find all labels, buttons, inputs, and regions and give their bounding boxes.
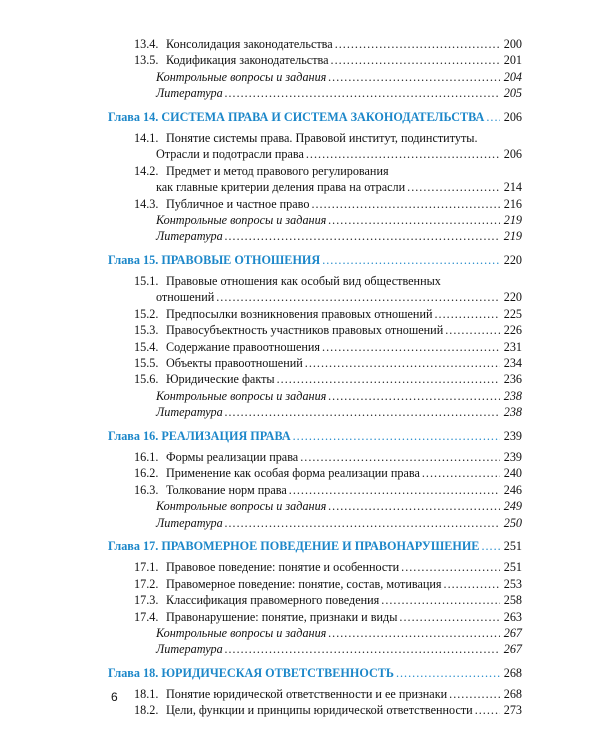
dot-leader [449, 686, 500, 702]
page-ref: 239 [503, 428, 522, 443]
page-ref: 268 [503, 665, 522, 680]
dot-leader [396, 665, 500, 681]
toc-chapter-heading [108, 665, 522, 681]
page-ref: 268 [503, 687, 522, 702]
toc-subentry [108, 85, 522, 101]
dot-leader [328, 498, 500, 514]
dot-leader [481, 538, 500, 554]
dot-leader [335, 36, 500, 52]
entry-title: Толкование норм права [166, 482, 287, 497]
toc-section [108, 306, 522, 322]
section-number: 17.1. [134, 560, 159, 575]
toc-subentry [108, 515, 522, 531]
page-ref: 206 [503, 147, 522, 162]
table-of-contents [108, 36, 522, 719]
section-number: 15.4. [134, 339, 159, 354]
chapter-title: Глава 15. ПРАВОВЫЕ ОТНОШЕНИЯ [108, 252, 321, 267]
page-ref: 238 [503, 388, 522, 403]
dot-leader [486, 109, 500, 125]
section-number: 13.5. [134, 53, 159, 68]
toc-subentry [108, 228, 522, 244]
toc-subentry [108, 69, 522, 85]
toc-section [108, 52, 522, 68]
page-ref: 267 [503, 625, 522, 640]
toc-chapter-heading [108, 109, 522, 125]
entry-title: Предпосылки возникновения правовых отношений [166, 306, 433, 321]
toc-section [108, 465, 522, 481]
entry-title: Литература [156, 515, 223, 530]
page-ref: 251 [503, 560, 522, 575]
toc-section [108, 273, 522, 289]
entry-title: Применение как особая форма реализации права [166, 466, 420, 481]
page-ref: 249 [503, 499, 522, 514]
entry-title: Кодификация законодательства [166, 53, 329, 68]
entry-title: Литература [156, 405, 223, 420]
toc-section-continuation [108, 179, 522, 195]
page-ref: 234 [503, 356, 522, 371]
toc-section [108, 686, 522, 702]
toc-chapter-heading [108, 252, 522, 268]
section-number: 14.1. [134, 130, 159, 145]
toc-subentry [108, 498, 522, 514]
dot-leader [311, 196, 500, 212]
page-number: 6 [111, 690, 118, 704]
toc-subentry [108, 625, 522, 641]
entry-title: Объекты правоотношений [166, 356, 303, 371]
section-number: 15.5. [134, 356, 159, 371]
entry-title: Правомерное поведение: понятие, состав, мотивация [166, 576, 442, 591]
page-ref: 263 [503, 609, 522, 624]
page-ref: 250 [503, 515, 522, 530]
entry-title: Правовое поведение: понятие и особенности [166, 560, 400, 575]
dot-leader [445, 322, 500, 338]
page-ref: 253 [503, 576, 522, 591]
toc-section [108, 36, 522, 52]
page-ref: 219 [503, 229, 522, 244]
page-ref: 246 [503, 482, 522, 497]
entry-title: Правосубъектность участников правовых отношений [166, 323, 444, 338]
entry-title: Контрольные вопросы и задания [156, 625, 327, 640]
dot-leader [401, 559, 500, 575]
entry-title: Консолидация законодательства [166, 37, 333, 51]
page-ref: 267 [503, 642, 522, 657]
toc-section [108, 702, 522, 718]
entry-title: Контрольные вопросы и задания [156, 69, 327, 84]
toc-section [108, 355, 522, 371]
toc-section [108, 576, 522, 592]
entry-title: Содержание правоотношения [166, 339, 321, 354]
entry-title: Правовые отношения как особый вид общественных [166, 274, 441, 289]
entry-title: Классификация правомерного поведения [166, 593, 380, 608]
page-ref: 200 [503, 37, 522, 51]
toc-chapter-heading [108, 428, 522, 444]
page-ref: 273 [503, 703, 522, 718]
entry-title: как главные критерии деления права на отрасли [156, 180, 406, 195]
dot-leader [422, 465, 500, 481]
dot-leader [293, 428, 500, 444]
chapter-title: Глава 18. ЮРИДИЧЕСКАЯ ОТВЕТСТВЕННОСТЬ [108, 665, 394, 680]
page-ref: 220 [503, 252, 522, 267]
page-ref: 225 [503, 306, 522, 321]
toc-section [108, 609, 522, 625]
toc-section-continuation [108, 289, 522, 305]
entry-title: Литература [156, 642, 223, 657]
page-ref: 240 [503, 466, 522, 481]
page-ref: 258 [503, 593, 522, 608]
dot-leader [475, 702, 500, 718]
dot-leader [322, 252, 500, 268]
toc-section [108, 371, 522, 387]
chapter-title: Глава 14. СИСТЕМА ПРАВА И СИСТЕМА ЗАКОНОДАТЕЛЬСТВА [108, 109, 485, 124]
toc-subentry [108, 212, 522, 228]
page-ref: 216 [503, 196, 522, 211]
entry-title: отношений [156, 290, 215, 305]
dot-leader [305, 355, 500, 371]
toc-section [108, 196, 522, 212]
section-number: 16.1. [134, 449, 159, 464]
section-number: 14.3. [134, 196, 159, 211]
section-number: 14.2. [134, 163, 159, 178]
entry-title: Литература [156, 229, 223, 244]
entry-title: Формы реализации права [166, 449, 299, 464]
section-number: 18.1. [134, 687, 159, 702]
entry-title: Правонарушение: понятие, признаки и виды [166, 609, 398, 624]
section-number: 18.2. [134, 703, 159, 718]
page-ref: 239 [503, 449, 522, 464]
dot-leader [289, 482, 500, 498]
dot-leader [328, 69, 500, 85]
section-number: 17.4. [134, 609, 159, 624]
dot-leader [306, 146, 500, 162]
dot-leader [216, 289, 500, 305]
dot-leader [407, 179, 500, 195]
dot-leader [331, 52, 500, 68]
entry-title: Понятие юридической ответственности и ее признаки [166, 687, 448, 702]
page-ref: 206 [503, 109, 522, 124]
entry-title: Литература [156, 86, 223, 101]
chapter-title: Глава 17. ПРАВОМЕРНОЕ ПОВЕДЕНИЕ И ПРАВОНАРУШЕНИЕ [108, 538, 480, 553]
section-number: 17.2. [134, 576, 159, 591]
dot-leader [328, 212, 500, 228]
toc-section [108, 559, 522, 575]
section-number: 15.3. [134, 323, 159, 338]
entry-title: Юридические факты [166, 372, 275, 387]
entry-title: Понятие системы права. Правовой институт, подинституты. [166, 130, 478, 145]
toc-subentry [108, 404, 522, 420]
dot-leader [435, 306, 501, 322]
toc-section [108, 482, 522, 498]
toc-chapter-heading [108, 538, 522, 554]
toc-subentry [108, 641, 522, 657]
page-ref: 251 [503, 538, 522, 553]
section-number: 15.1. [134, 274, 159, 289]
section-number: 16.3. [134, 482, 159, 497]
section-number: 15.6. [134, 372, 159, 387]
dot-leader [381, 592, 500, 608]
toc-section [108, 322, 522, 338]
toc-section [108, 163, 522, 179]
dot-leader [225, 85, 500, 101]
page-ref: 219 [503, 212, 522, 227]
dot-leader [225, 515, 500, 531]
page-ref: 226 [503, 323, 522, 338]
page-ref: 220 [503, 290, 522, 305]
section-number: 17.3. [134, 593, 159, 608]
page-ref: 201 [503, 53, 522, 68]
toc-subentry [108, 388, 522, 404]
page-ref: 236 [503, 372, 522, 387]
page-ref: 214 [503, 180, 522, 195]
entry-title: Контрольные вопросы и задания [156, 388, 327, 403]
section-number: 16.2. [134, 466, 159, 481]
entry-title: Предмет и метод правового регулирования [166, 163, 389, 178]
dot-leader [444, 576, 500, 592]
dot-leader [300, 449, 500, 465]
dot-leader [277, 371, 500, 387]
page-ref: 231 [503, 339, 522, 354]
toc-section [108, 339, 522, 355]
dot-leader [225, 641, 500, 657]
toc-section [108, 449, 522, 465]
page-ref: 205 [503, 86, 522, 101]
dot-leader [328, 625, 500, 641]
entry-title: Отрасли и подотрасли права [156, 147, 304, 162]
chapter-title: Глава 16. РЕАЛИЗАЦИЯ ПРАВА [108, 428, 291, 443]
toc-section [108, 130, 522, 146]
section-number: 15.2. [134, 306, 159, 321]
entry-title: Цели, функции и принципы юридической ответственности [166, 703, 473, 718]
dot-leader [328, 388, 500, 404]
dot-leader [225, 404, 500, 420]
entry-title: Публичное и частное право [166, 196, 310, 211]
dot-leader [225, 228, 500, 244]
dot-leader [399, 609, 500, 625]
entry-title: Контрольные вопросы и задания [156, 499, 327, 514]
toc-section [108, 592, 522, 608]
page-ref: 238 [503, 405, 522, 420]
page-ref: 204 [503, 69, 522, 84]
section-number: 13.4. [134, 37, 159, 51]
toc-section-continuation [108, 146, 522, 162]
entry-title: Контрольные вопросы и задания [156, 212, 327, 227]
dot-leader [322, 339, 500, 355]
